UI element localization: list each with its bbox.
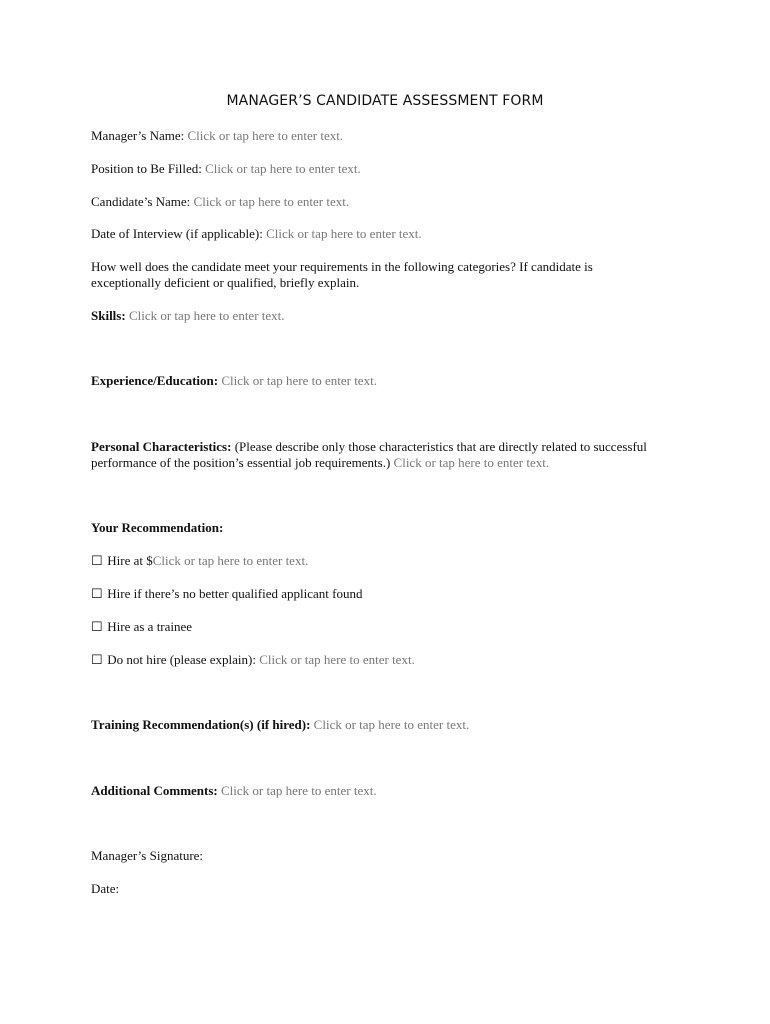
recommendation-heading: Your Recommendation: — [91, 520, 224, 535]
comments-field[interactable]: Click or tap here to enter text. — [221, 783, 377, 798]
form-title: MANAGER’S CANDIDATE ASSESSMENT FORM — [226, 93, 544, 109]
signature-label: Manager’s Signature: — [91, 848, 204, 863]
comments-row — [91, 783, 691, 799]
recommendation-option-hire-at — [91, 553, 691, 569]
do-not-hire-field[interactable]: Click or tap here to enter text. — [259, 652, 415, 667]
personal-field[interactable]: Click or tap here to enter text. — [393, 455, 550, 470]
recommendation-option-do-not-hire — [91, 652, 691, 668]
interview-date-label: Date of Interview (if applicable): — [91, 226, 263, 241]
trainee-label: Hire as a trainee — [107, 619, 193, 634]
skills-field[interactable]: Click or tap here to enter text. — [128, 308, 285, 323]
experience-label: Experience/Education: — [91, 373, 219, 388]
position-label: Position to Be Filled: — [91, 161, 202, 176]
recommendation-option-hire-if — [91, 586, 691, 602]
recommendation-option-trainee — [91, 619, 691, 635]
position-row — [91, 161, 691, 177]
skills-row — [91, 308, 691, 324]
instructions-text: How well does the candidate meet your requirements in the following categories? If candidate is exceptionally deficient or qualified, briefly explain. — [91, 259, 593, 290]
do-not-hire-label: Do not hire (please explain): — [107, 652, 256, 667]
personal-row — [91, 439, 651, 471]
training-label: Training Recommendation(s) (if hired): — [91, 717, 311, 732]
candidate-name-label: Candidate’s Name: — [91, 194, 191, 209]
training-field[interactable]: Click or tap here to enter text. — [313, 717, 470, 732]
checkbox-hire-at[interactable]: ☐ — [91, 553, 103, 568]
experience-row — [91, 373, 691, 389]
manager-name-field[interactable]: Click or tap here to enter text. — [187, 128, 344, 143]
checkbox-do-not-hire[interactable]: ☐ — [91, 652, 103, 667]
interview-date-row — [91, 226, 691, 242]
hire-at-field[interactable]: Click or tap here to enter text. — [152, 553, 309, 568]
candidate-name-row — [91, 194, 691, 210]
comments-label: Additional Comments: — [91, 783, 218, 798]
date-label: Date: — [91, 881, 120, 896]
hire-at-label: Hire at $ — [107, 553, 153, 568]
manager-name-row — [91, 128, 691, 144]
hire-if-label: Hire if there’s no better qualified applicant found — [107, 586, 363, 601]
skills-label: Skills: — [91, 308, 126, 323]
experience-field[interactable]: Click or tap here to enter text. — [221, 373, 377, 388]
checkbox-trainee[interactable]: ☐ — [91, 619, 103, 634]
interview-date-field[interactable]: Click or tap here to enter text. — [266, 226, 422, 241]
manager-name-label: Manager’s Name: — [91, 128, 185, 143]
checkbox-hire-if[interactable]: ☐ — [91, 586, 103, 601]
personal-label: Personal Characteristics: — [91, 439, 232, 454]
personal-note: (Please describe only those characteristics that are directly related to successful performance of the position’s essential job requirements.) — [91, 439, 647, 470]
candidate-name-field[interactable]: Click or tap here to enter text. — [193, 194, 350, 209]
position-field[interactable]: Click or tap here to enter text. — [205, 161, 361, 176]
training-row — [91, 717, 691, 733]
